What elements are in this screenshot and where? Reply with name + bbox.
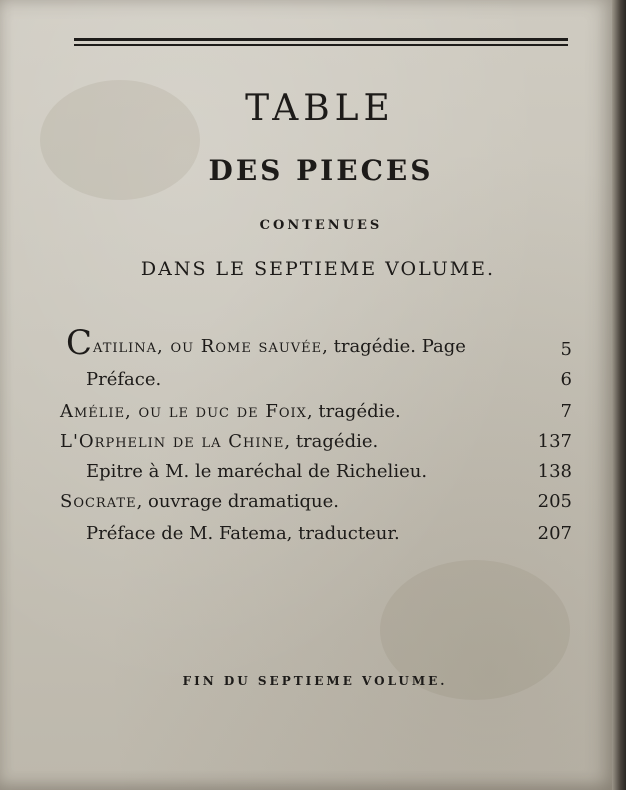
toc-entry — [60, 486, 574, 516]
toc-entry-page: 137 — [537, 431, 572, 452]
toc-entry-page: 138 — [537, 461, 572, 482]
toc-entry — [60, 324, 574, 364]
toc-entry — [60, 426, 574, 456]
toc-entry-page: 207 — [537, 523, 572, 544]
contenues-line: CONTENUES — [259, 218, 383, 233]
toc-entry-page: 5 — [560, 339, 572, 360]
toc-entry — [60, 456, 574, 486]
toc-entry — [60, 396, 574, 426]
page-edge-shadow — [612, 0, 626, 790]
toc-entry — [60, 364, 574, 394]
toc-entry-title: Catilina, ou Rome sauvée, tragédie. Page — [66, 323, 466, 363]
drop-cap: C — [66, 323, 93, 363]
end-of-volume-line: FIN DU SEPTIEME VOLUME. — [182, 674, 448, 688]
volume-line: DANS LE SEPTIEME VOLUME. — [140, 258, 496, 280]
page-subtitle: DES PIECES — [208, 154, 434, 187]
toc-entry-title: Préface de M. Fatema, traducteur. — [86, 523, 400, 544]
header-double-rule — [74, 38, 568, 47]
toc-entry-page: 7 — [560, 401, 572, 422]
toc-entry-page: 205 — [537, 491, 572, 512]
page-title: TABLE — [245, 88, 395, 129]
toc-entry-title: Socrate, ouvrage dramatique. — [60, 491, 339, 512]
toc-entry-title: Préface. — [86, 369, 162, 390]
toc-entry-title: Epitre à M. le maréchal de Richelieu. — [86, 461, 428, 482]
toc-entry-title: L'Orphelin de la Chine, tragédie. — [60, 431, 379, 452]
toc-entry-page: 6 — [560, 369, 572, 390]
toc-entry-title: Amélie, ou le duc de Foix, tragédie. — [60, 401, 401, 422]
toc-entry — [60, 518, 574, 548]
